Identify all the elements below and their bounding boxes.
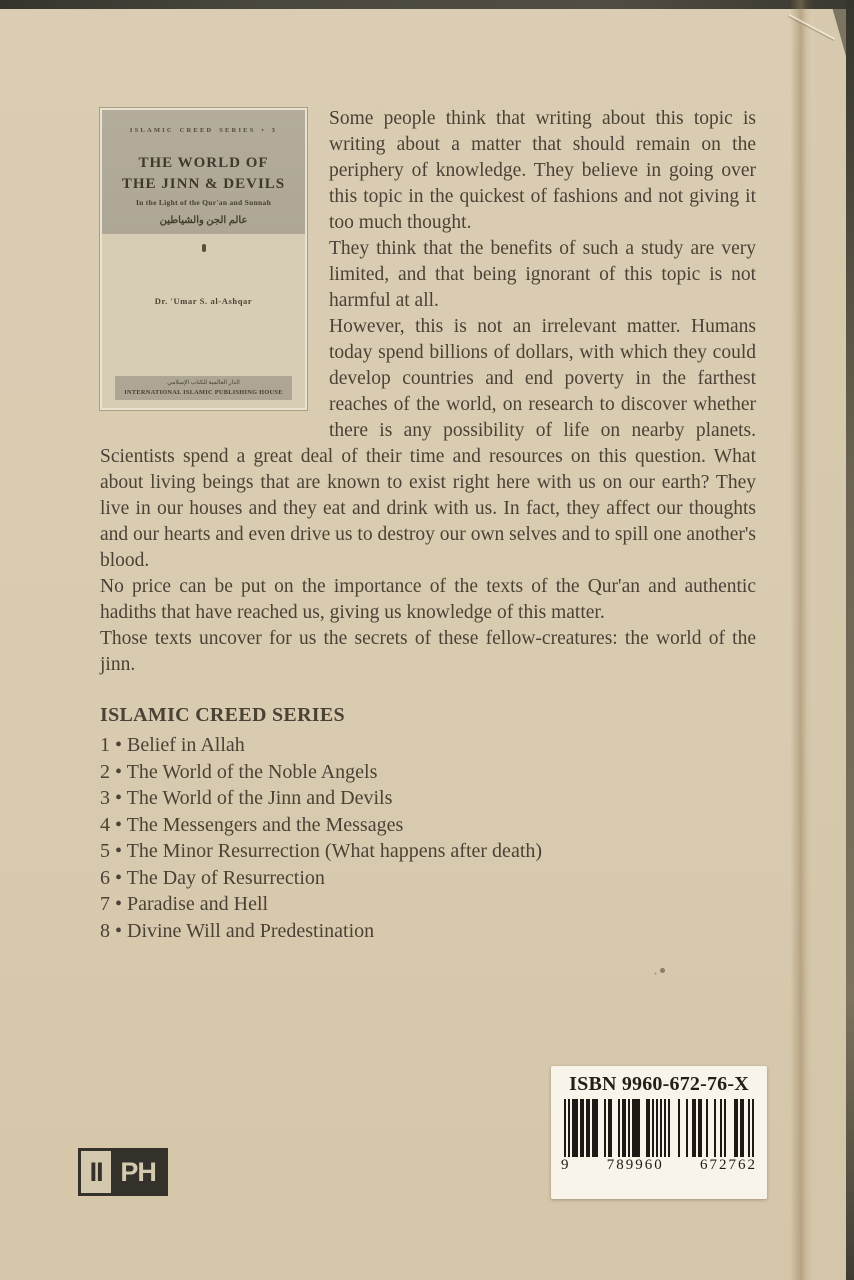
series-list-item: 8 • Divine Will and Predestination	[100, 919, 375, 942]
series-list-heading: ISLAMIC CREED SERIES	[100, 704, 345, 726]
iiph-logo-right-letters: PH	[111, 1151, 165, 1193]
blurb-paragraph: Some people think that writing about this topic is writing about a matter that should remain on the periphery of knowledge. They believe in going over this topic in the quickest of fashions and not giving it too much thought.	[329, 108, 756, 233]
barcode-digit-group: 789960	[606, 1157, 664, 1173]
cover-ornament-icon	[202, 244, 206, 252]
photo-edge-right	[846, 0, 854, 1280]
series-list-section	[100, 704, 756, 944]
thumbnail-series-line: ISLAMIC CREED SERIES • 3	[129, 127, 278, 134]
front-cover-thumbnail	[100, 108, 307, 410]
photo-edge-top	[0, 0, 854, 9]
iiph-publisher-logo	[78, 1148, 168, 1196]
barcode-digits	[559, 1157, 759, 1174]
thumbnail-title-line2: THE JINN & DEVILS	[121, 176, 286, 192]
blurb-paragraph: Those texts uncover for us the secrets of these fellow-creatures: the world of the jinn.	[100, 628, 756, 675]
back-cover-content	[100, 106, 756, 944]
thumbnail-publisher-band	[115, 376, 292, 400]
dust-speck	[660, 968, 665, 973]
series-list-item: 5 • The Minor Resurrection (What happens after death)	[100, 840, 543, 862]
thumbnail-subtitle: In the Light of the Qur'an and Sunnah	[135, 198, 272, 207]
thumbnail-title-panel	[102, 110, 305, 234]
iiph-logo-left-letters: II	[81, 1151, 111, 1193]
blurb-paragraph: They think that the benefits of such a study are very limited, and that being ignorant of this topic is not harmful at all.	[329, 238, 756, 311]
publisher-name-english: INTERNATIONAL ISLAMIC PUBLISHING HOUSE	[124, 389, 283, 396]
thumbnail-title	[102, 153, 305, 195]
blurb-section	[100, 106, 756, 678]
publisher-name-arabic: الدار العالمية للكتاب الإسلامي	[167, 380, 240, 386]
thumbnail-author: Dr. 'Umar S. al-Ashqar	[154, 296, 253, 306]
series-list-item: 3 • The World of the Jinn and Devils	[100, 787, 393, 809]
hardcover-hinge-groove	[790, 0, 814, 1280]
blurb-paragraph: No price can be put on the importance of the texts of the Qur'an and authentic hadiths that have reached us, giving us knowledge of this matter.	[100, 576, 756, 623]
blurb-paragraph: However, this is not an irrelevant matter. Humans today spend billions of dollars, with which they could develop countries and end poverty in the farthest reaches of the world, on research to discover whether there is any possibility of life on nearby planets. Scientists spend a great deal of their time and resources on this question. What about living beings that are known to exist right here with us on our earth? They live in our houses and they eat and drink with us. In fact, they affect our thoughts and our hearts and even drive us to destroy our own selves and to spill one another's blood.	[100, 316, 756, 571]
thumbnail-title-line1: THE WORLD OF	[138, 155, 269, 171]
barcode-digit-group: 672762	[700, 1157, 757, 1173]
series-list-item: 2 • The World of the Noble Angels	[100, 760, 378, 783]
series-list-item: 6 • The Day of Resurrection	[100, 866, 325, 889]
series-list-item: 1 • Belief in Allah	[100, 734, 245, 756]
isbn-barcode-box	[551, 1066, 767, 1199]
barcode-digit-group: 9	[561, 1157, 571, 1173]
thumbnail-arabic-title: عالم الجن والشياطين	[159, 215, 248, 226]
book-spine-strip	[814, 9, 846, 1280]
isbn-number: ISBN 9960-672-76-X	[569, 1073, 749, 1095]
series-list-item: 7 • Paradise and Hell	[100, 893, 269, 915]
series-list-item: 4 • The Messengers and the Messages	[100, 813, 404, 836]
